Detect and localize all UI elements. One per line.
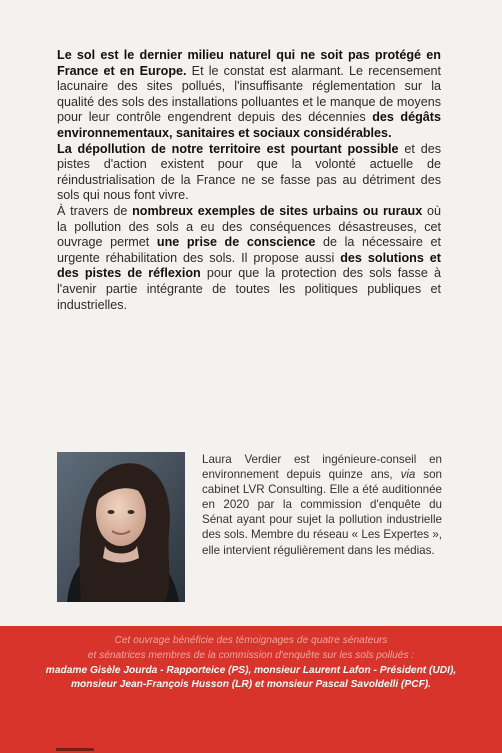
p1-segment-2: des dégâts environnementaux, sanitaires et sociaux considérables. (57, 110, 441, 140)
senators-note-line-2: et sénatrices membres de la commission d'enquête sur les sols pollués : (87, 649, 415, 661)
author-bio (202, 452, 442, 558)
p2-segment-0: La dépollution de notre territoire est pourtant possible (57, 141, 399, 156)
p3-segment-3: une prise de conscience (156, 235, 316, 250)
blurb-paragraph-1 (57, 48, 441, 142)
senators-note-line-3: madame Gisèle Jourda - Rapporteice (PS), monsieur Laurent Lafon - Président (UDI), (45, 664, 457, 676)
bio-text-end: son cabinet LVR Consulting. Elle a été auditionnée en 2020 par la commission d'enquête du Sénat ayant pour sujet la pollution industrielle des sols. Membre du réseau « Les Expertes », elle intervient régulièrement dans les médias. (202, 468, 442, 557)
senators-note (40, 634, 462, 693)
bio-via: via (400, 468, 416, 482)
p3-segment-1: nombreux exemples de sites urbains ou ruraux (132, 203, 423, 218)
blurb-paragraph-2 (57, 142, 441, 204)
p3-segment-0: À travers de (57, 203, 133, 218)
bio-text-start: Laura Verdier est ingénieure-conseil en environnement depuis quinze ans, (202, 453, 442, 482)
senators-note-line-1: Cet ouvrage bénéficie des témoignages de quatre sénateurs (114, 635, 388, 646)
p2-segment-1: et des pistes d'action existent pour que la volonté actuelle de réindustrialisation de la France ne se fasse pas au détriment des sols qui nous font vivre. (57, 141, 441, 203)
p3-segment-4: de la nécessaire et urgente réhabilitation des sols. Il propose aussi (57, 235, 441, 265)
p1-segment-1: Et le constat est alarmant. Le recensement lacunaire des sites pollués, l'insuffisante réglementation sur la qualité des sols des installations polluantes et le manque de moyens pour leur contrôle engendrent depuis des décennies (57, 63, 441, 125)
senators-note-line-4: monsieur Jean-François Husson (LR) et monsieur Pascal Savoldelli (PCF). (70, 679, 432, 691)
cover-blurb (57, 48, 441, 313)
p3-segment-6: pour que la protection des sols fasse à l'avenir partie intégrante de toutes les politiques publiques et industrielles. (57, 266, 441, 312)
footer-mark (56, 748, 94, 751)
p3-segment-2: où la pollution des sols a eu des conséquences désastreuses, cet ouvrage permet (57, 203, 441, 250)
author-photo (57, 452, 185, 602)
p3-segment-5: des solutions et des pistes de réflexion (57, 250, 441, 281)
blurb-paragraph-3 (57, 204, 441, 313)
p1-segment-0: Le sol est le dernier milieu naturel qui ne soit pas protégé en France et en Europe. (57, 48, 441, 78)
